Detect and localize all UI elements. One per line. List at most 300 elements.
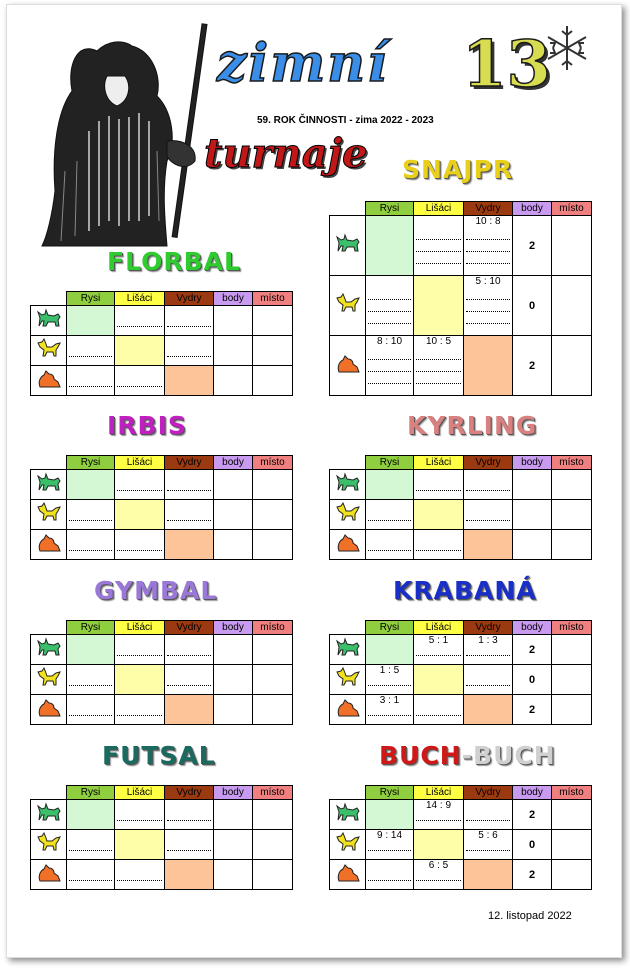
score-cell — [464, 470, 513, 500]
otter-icon — [36, 862, 62, 884]
dotted-line — [117, 378, 162, 387]
place-cell — [253, 306, 293, 336]
column-header-lisaci: Lišáci — [115, 456, 165, 470]
column-header-rysi: Rysi — [67, 292, 115, 306]
diagonal-cell — [67, 635, 115, 665]
dotted-line — [117, 647, 162, 656]
score-cell — [115, 635, 165, 665]
team-icon-cell — [330, 470, 366, 500]
dotted-line — [117, 318, 162, 327]
dotted-line — [466, 812, 510, 821]
dotted-line — [167, 348, 211, 357]
table-row — [31, 306, 293, 336]
dotted-line — [167, 647, 211, 656]
dotted-line — [117, 812, 162, 821]
dotted-line — [117, 872, 162, 881]
points-cell: 0 — [513, 830, 552, 860]
team-icon-cell — [31, 470, 67, 500]
score-value: 3 : 1 — [379, 695, 400, 706]
diagonal-cell — [115, 500, 165, 530]
score-cell — [115, 800, 165, 830]
dotted-line — [416, 228, 461, 240]
header-blank-cell — [31, 786, 67, 800]
column-header-misto: místo — [552, 456, 592, 470]
place-cell — [552, 336, 592, 396]
team-icon-cell — [31, 665, 67, 695]
score-value: 6 : 5 — [428, 860, 449, 871]
diagonal-cell — [414, 830, 464, 860]
lynx-icon — [36, 637, 62, 659]
dotted-line — [466, 482, 510, 491]
dotted-line — [416, 252, 461, 264]
column-header-body: body — [513, 786, 552, 800]
diagonal-cell — [165, 366, 214, 396]
score-value: 5 : 1 — [428, 635, 449, 646]
table-row — [330, 860, 592, 890]
score-cell — [165, 500, 214, 530]
column-header-body: body — [513, 456, 552, 470]
tournament-table — [329, 785, 592, 890]
table-row — [330, 530, 592, 560]
score-cell — [414, 695, 464, 725]
fox-icon — [36, 667, 62, 689]
table-row — [31, 336, 293, 366]
place-cell — [552, 860, 592, 890]
score-value: 8 : 10 — [376, 336, 403, 347]
season-subtitle: 59. ROK ČINNOSTI - zima 2022 - 2023 — [257, 115, 434, 126]
points-cell — [214, 530, 253, 560]
score-value — [67, 860, 114, 872]
place-cell — [552, 695, 592, 725]
place-cell — [552, 470, 592, 500]
dotted-line — [117, 482, 162, 491]
tournament-title: FLORBAL — [107, 247, 241, 276]
score-cell — [165, 470, 214, 500]
place-cell — [253, 500, 293, 530]
table-row — [330, 695, 592, 725]
score-cell — [67, 336, 115, 366]
dotted-line — [368, 677, 411, 686]
lynx-icon — [335, 637, 361, 659]
tournament-title: FUTSAL — [102, 741, 216, 770]
points-cell — [214, 860, 253, 890]
dotted-line — [117, 707, 162, 716]
team-icon-cell — [31, 830, 67, 860]
column-header-lisaci: Lišáci — [115, 786, 165, 800]
points-cell: 0 — [513, 665, 552, 695]
score-value — [165, 830, 213, 842]
otter-icon — [335, 353, 361, 375]
column-header-misto: místo — [253, 456, 293, 470]
column-header-rysi: Rysi — [366, 202, 414, 216]
column-header-rysi: Rysi — [366, 456, 414, 470]
score-cell — [414, 216, 464, 276]
column-header-vydry: Vydry — [165, 786, 214, 800]
dotted-line — [167, 842, 211, 851]
fox-icon — [335, 502, 361, 524]
tournament-table — [30, 785, 293, 890]
dotted-line — [416, 872, 461, 881]
otter-icon — [36, 368, 62, 390]
fox-icon — [36, 338, 62, 360]
diagonal-cell — [165, 695, 214, 725]
dotted-line — [416, 482, 461, 491]
dotted-line — [466, 228, 510, 240]
dotted-line — [416, 372, 461, 384]
tournament-title: KYRLING — [407, 411, 538, 440]
diagonal-cell — [464, 695, 513, 725]
dotted-line — [368, 312, 411, 324]
place-cell — [253, 665, 293, 695]
score-cell — [366, 530, 414, 560]
score-value — [366, 860, 413, 872]
column-header-vydry: Vydry — [464, 621, 513, 635]
table-row — [31, 530, 293, 560]
points-cell — [214, 470, 253, 500]
lynx-icon — [335, 802, 361, 824]
column-header-lisaci: Lišáci — [414, 621, 464, 635]
score-cell — [165, 306, 214, 336]
team-icon-cell — [330, 695, 366, 725]
score-value — [115, 530, 164, 542]
score-cell — [414, 800, 464, 830]
score-value — [67, 695, 114, 707]
team-icon-cell — [330, 500, 366, 530]
score-cell — [67, 830, 115, 860]
header-blank-cell — [31, 292, 67, 306]
place-cell — [253, 860, 293, 890]
dotted-line — [466, 240, 510, 252]
dotted-line — [416, 542, 461, 551]
column-header-body: body — [513, 202, 552, 216]
place-cell — [552, 830, 592, 860]
score-cell — [165, 800, 214, 830]
place-cell — [552, 276, 592, 336]
diagonal-cell — [414, 665, 464, 695]
tournament-table — [30, 620, 293, 725]
score-cell — [366, 695, 414, 725]
lynx-icon — [36, 308, 62, 330]
points-cell — [214, 366, 253, 396]
diagonal-cell — [67, 306, 115, 336]
score-value — [464, 800, 512, 812]
dotted-line — [368, 512, 411, 521]
diagonal-cell — [115, 830, 165, 860]
dotted-line — [416, 812, 461, 821]
dotted-line — [368, 300, 411, 312]
diagonal-cell — [366, 470, 414, 500]
caveman-illustration — [37, 21, 212, 251]
fox-icon — [36, 502, 62, 524]
dotted-line — [368, 842, 411, 851]
score-value — [414, 216, 463, 228]
points-cell: 2 — [513, 336, 552, 396]
dotted-line — [466, 677, 510, 686]
points-cell — [214, 500, 253, 530]
dotted-line — [368, 360, 411, 372]
points-cell — [513, 530, 552, 560]
table-row — [31, 830, 293, 860]
score-value — [115, 635, 164, 647]
team-icon-cell — [330, 860, 366, 890]
diagonal-cell — [414, 500, 464, 530]
team-icon-cell — [31, 530, 67, 560]
dotted-line — [368, 372, 411, 384]
score-value — [115, 800, 164, 812]
score-value — [165, 470, 213, 482]
team-icon-cell — [31, 860, 67, 890]
table-row — [31, 500, 293, 530]
table-row — [31, 665, 293, 695]
dotted-line — [69, 348, 112, 357]
dotted-line — [69, 872, 112, 881]
dotted-line — [69, 677, 112, 686]
dotted-line — [69, 542, 112, 551]
column-header-vydry: Vydry — [165, 621, 214, 635]
diagonal-cell — [464, 336, 513, 396]
table-row — [31, 860, 293, 890]
tournament-title: SNAJPR — [402, 155, 514, 184]
score-cell — [115, 695, 165, 725]
otter-icon — [335, 697, 361, 719]
column-header-body: body — [214, 786, 253, 800]
score-value — [165, 635, 213, 647]
fox-icon — [335, 293, 361, 315]
dotted-line — [416, 647, 461, 656]
points-cell — [214, 665, 253, 695]
score-value: 5 : 6 — [478, 830, 498, 841]
dotted-line — [368, 348, 411, 360]
diagonal-cell — [165, 530, 214, 560]
table-row — [330, 336, 592, 396]
column-header-rysi: Rysi — [67, 456, 115, 470]
score-value — [115, 860, 164, 872]
score-cell — [366, 336, 414, 396]
lynx-icon — [36, 472, 62, 494]
score-cell — [67, 530, 115, 560]
tournament-title-separator: - — [461, 741, 474, 770]
column-header-body: body — [214, 456, 253, 470]
team-icon-cell — [330, 665, 366, 695]
score-cell — [115, 306, 165, 336]
diagonal-cell — [67, 470, 115, 500]
score-value — [464, 470, 512, 482]
score-cell — [115, 366, 165, 396]
score-cell — [414, 635, 464, 665]
score-value — [165, 500, 213, 512]
score-cell — [366, 830, 414, 860]
table-row — [330, 635, 592, 665]
score-cell — [165, 665, 214, 695]
score-cell — [464, 830, 513, 860]
score-cell — [366, 500, 414, 530]
dotted-line — [69, 512, 112, 521]
column-header-vydry: Vydry — [464, 786, 513, 800]
table-row — [31, 800, 293, 830]
dotted-line — [69, 378, 112, 387]
column-header-lisaci: Lišáci — [115, 292, 165, 306]
score-cell — [67, 366, 115, 396]
points-cell: 2 — [513, 800, 552, 830]
header-blank-cell — [330, 621, 366, 635]
lynx-icon — [36, 802, 62, 824]
score-value — [414, 695, 463, 707]
diagonal-cell — [464, 860, 513, 890]
dotted-line — [368, 872, 411, 881]
team-icon-cell — [330, 276, 366, 336]
dotted-line — [466, 300, 510, 312]
otter-icon — [335, 532, 361, 554]
score-cell — [67, 695, 115, 725]
fox-icon — [335, 832, 361, 854]
header-blank-cell — [330, 456, 366, 470]
score-cell — [464, 276, 513, 336]
points-cell — [214, 800, 253, 830]
place-cell — [253, 366, 293, 396]
dotted-line — [368, 707, 411, 716]
table-row — [330, 276, 592, 336]
team-icon-cell — [31, 695, 67, 725]
score-cell — [67, 500, 115, 530]
diagonal-cell — [115, 336, 165, 366]
table-row — [330, 800, 592, 830]
header-blank-cell — [330, 202, 366, 216]
table-row — [31, 470, 293, 500]
tournament-title — [379, 741, 556, 770]
diagonal-cell — [366, 635, 414, 665]
column-header-lisaci: Lišáci — [414, 786, 464, 800]
score-value — [165, 665, 213, 677]
team-icon-cell — [330, 530, 366, 560]
place-cell — [552, 800, 592, 830]
fox-icon — [36, 832, 62, 854]
table-row — [330, 665, 592, 695]
place-cell — [253, 695, 293, 725]
table-row — [330, 470, 592, 500]
points-cell — [513, 470, 552, 500]
tournament-table — [329, 620, 592, 725]
dotted-line — [167, 812, 211, 821]
score-cell — [414, 860, 464, 890]
dotted-line — [466, 312, 510, 324]
score-cell — [414, 530, 464, 560]
team-icon-cell — [330, 216, 366, 276]
score-value — [165, 306, 213, 318]
points-cell — [214, 830, 253, 860]
tournament-table — [329, 201, 592, 396]
score-cell — [67, 860, 115, 890]
tournament-table — [30, 291, 293, 396]
tournament-title: IRBIS — [107, 411, 187, 440]
score-value — [67, 530, 114, 542]
place-cell — [253, 336, 293, 366]
column-header-vydry: Vydry — [165, 292, 214, 306]
score-cell — [464, 500, 513, 530]
points-cell: 2 — [513, 860, 552, 890]
column-header-vydry: Vydry — [464, 202, 513, 216]
place-cell — [253, 830, 293, 860]
score-cell — [115, 860, 165, 890]
dotted-line — [466, 842, 510, 851]
column-header-body: body — [214, 292, 253, 306]
points-cell — [214, 635, 253, 665]
score-cell — [414, 470, 464, 500]
team-icon-cell — [330, 336, 366, 396]
column-header-rysi: Rysi — [67, 786, 115, 800]
column-header-rysi: Rysi — [366, 786, 414, 800]
team-icon-cell — [330, 830, 366, 860]
header-blank-cell — [330, 786, 366, 800]
tournaments-heading: turnaje — [204, 130, 368, 177]
place-cell — [253, 635, 293, 665]
score-value — [366, 500, 413, 512]
score-value: 14 : 9 — [425, 800, 452, 811]
score-value — [366, 530, 413, 542]
score-cell — [464, 635, 513, 665]
diagonal-cell — [464, 530, 513, 560]
column-header-vydry: Vydry — [165, 456, 214, 470]
diagonal-cell — [414, 276, 464, 336]
score-cell — [464, 800, 513, 830]
column-header-misto: místo — [552, 786, 592, 800]
score-cell — [464, 216, 513, 276]
column-header-rysi: Rysi — [366, 621, 414, 635]
points-cell: 2 — [513, 635, 552, 665]
score-value: 5 : 10 — [475, 276, 501, 287]
column-header-misto: místo — [253, 786, 293, 800]
diagonal-cell — [67, 800, 115, 830]
score-cell — [165, 830, 214, 860]
score-value — [414, 530, 463, 542]
place-cell — [552, 216, 592, 276]
score-cell — [67, 665, 115, 695]
table-row — [330, 500, 592, 530]
otter-icon — [36, 532, 62, 554]
diagonal-cell — [366, 216, 414, 276]
score-value — [115, 306, 164, 318]
diagonal-cell — [115, 665, 165, 695]
score-value: 10 : 5 — [425, 336, 452, 347]
otter-icon — [36, 697, 62, 719]
dotted-line — [69, 707, 112, 716]
points-cell: 0 — [513, 276, 552, 336]
title-word: zimní — [217, 33, 389, 94]
points-cell: 2 — [513, 216, 552, 276]
score-value — [165, 336, 213, 348]
dotted-line — [466, 647, 510, 656]
table-row — [330, 830, 592, 860]
lynx-icon — [335, 472, 361, 494]
dotted-line — [416, 360, 461, 372]
team-icon-cell — [31, 306, 67, 336]
header-blank-cell — [31, 621, 67, 635]
score-cell — [115, 530, 165, 560]
score-value: 1 : 5 — [379, 665, 400, 676]
title-number: 13 — [462, 27, 552, 102]
score-cell — [414, 336, 464, 396]
table-row — [31, 695, 293, 725]
tournament-table — [30, 455, 293, 560]
dotted-line — [416, 707, 461, 716]
score-value — [67, 366, 114, 378]
score-value — [115, 695, 164, 707]
dotted-line — [368, 542, 411, 551]
team-icon-cell — [330, 800, 366, 830]
dotted-line — [416, 240, 461, 252]
score-value — [115, 366, 164, 378]
table-row — [31, 366, 293, 396]
dotted-line — [117, 542, 162, 551]
